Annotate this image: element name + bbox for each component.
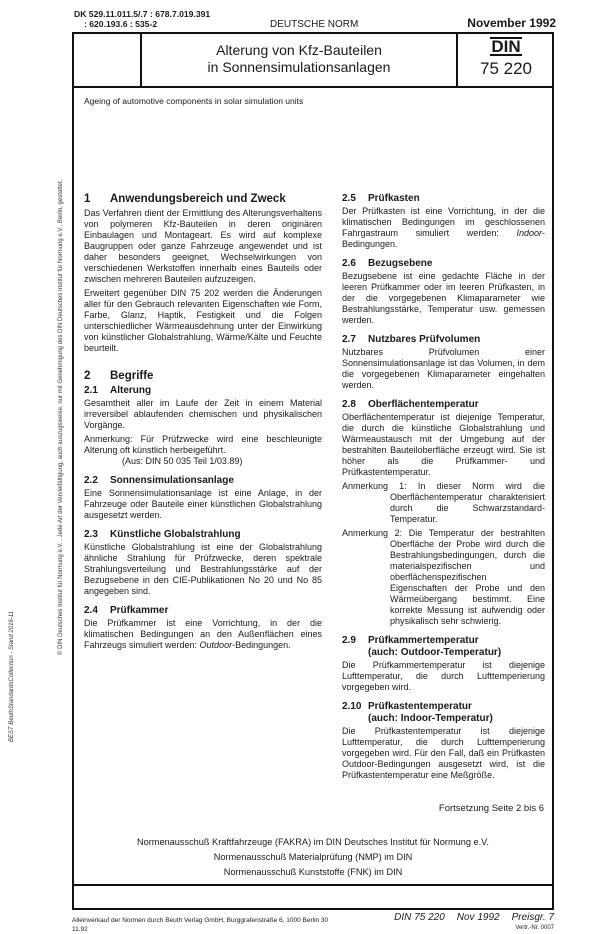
section-2-6 — [342, 258, 545, 326]
title-line-2: in Sonnensimulationsanlagen — [207, 59, 391, 75]
paragraph: Das Verfahren dient der Ermittlung des Alterungsverhaltens von polymeren Kfz-Bauteilen in deren originären Einbaulagen und Montageart. Es wird auf komplexe Baugruppen oder ganze Fahrzeuge angewendet und ist daher besonders geeignet, Wechselwirkungen von verschiedenen Werkstoffen innerhalb eines Bauteils oder zwischen mehreren Bauteilen aufzuzeigen. — [84, 208, 322, 284]
section-title: Nutzbares Prüfvolumen — [368, 334, 481, 345]
section-title: Prüfkastentemperatur — [368, 701, 472, 712]
publication-date: November 1992 — [467, 16, 556, 30]
title-line-1: Alterung von Kfz-Bauteilen — [216, 42, 382, 58]
committees — [74, 835, 552, 884]
din-logo: DIN — [491, 37, 521, 56]
paragraph-text-end: -Bedingungen. — [342, 228, 545, 249]
footer-date: Nov 1992 — [456, 912, 500, 923]
distribution-number: Vertr.-Nr. 0007 — [515, 925, 554, 931]
document-title — [142, 34, 456, 86]
section-1 — [84, 193, 322, 354]
section-number: 2.5 — [342, 193, 356, 204]
paragraph: Die Prüfkastentemperatur ist diejenige Lufttemperatur, die durch Lufttemperierung vorgegeben wird. Für den Fall, daß ein Prüfkasten Outdoor-Bedingungen ausgesetzt wird, ist die Prüfkastentemperatur eine Meßgröße. — [342, 726, 545, 780]
paragraph: Gesamtheit aller im Laufe der Zeit in einem Material irreversibel ablaufenden chemischen und physikalischen Vorgänge. — [84, 398, 322, 430]
english-title: Ageing of automotive components in solar simulation units — [84, 96, 304, 106]
section-number: 2.6 — [342, 258, 356, 269]
section-2-2 — [84, 475, 322, 521]
paragraph-text: Der Prüfkasten ist eine Vorrichtung, in der die klimatischen Bedingungen im geschlossenen Fahrgastraum simuliert werden: — [342, 206, 545, 238]
note-2: Anmerkung 2: Die Temperatur der bestrahlten Oberfläche der Probe wird durch die Bestrahlungsbedingungen, durch die materialspezifischen und oberflächenspezifischen Eigenschaften der Probe und den Wärmeübergang bestimmt. Eine korrekte Messung ist aufwendig oder physikalisch sehr schwierig. — [342, 528, 545, 626]
paragraph — [84, 618, 322, 651]
section-title: Prüfkammer — [110, 605, 169, 616]
copyright-notice: © DIN Deutsches Institut für Normung e.V. . Jede Art der Vervielfältigung, auch auszugsweise, nur mit Genehmigung des DIN Deutsches Institut für Normung e.V., Berlin, gestattet. — [58, 179, 64, 655]
section-2-heading — [84, 370, 322, 383]
committee-line: Normenausschuß Materialprüfung (NMP) im DIN — [213, 852, 413, 862]
section-title: Anwendungsbereich und Zweck — [110, 193, 286, 205]
section-number: 1 — [84, 193, 91, 205]
section-title: Begriffe — [110, 370, 154, 382]
left-column — [84, 193, 322, 789]
section-2-8 — [342, 399, 545, 627]
din-number-cell — [456, 34, 554, 86]
paragraph: Oberflächentemperatur ist diejenige Temperatur, die durch die künstliche Globalstrahlung und Wärmeaustausch mit der Umgebung auf der bestrahlten Bauteiloberfläche erzeugt wird. Sie ist höher als die Prüfkammer- und Prüfkastentemperatur. — [342, 412, 545, 477]
paragraph-italic: Outdoor — [199, 640, 233, 650]
section-2-7 — [342, 334, 545, 391]
section-number: 2.7 — [342, 334, 356, 345]
footer — [72, 912, 554, 934]
section-number: 2.3 — [84, 529, 98, 540]
collection-stamp: BEST BeuthStandardsCollection - Stand 2016-11 — [9, 611, 15, 742]
paragraph: Erweitert gegenüber DIN 75 202 werden die Änderungen aller für den Gebrauch relevanten Eigenschaften wie Form, Farbe, Glanz, Haptik, Festigkeit und die Folgen unterschiedlicher Wärmeausdehnung unter der Einwirkung von künstlicher Globalstrahlung, Wärme/Kälte und Feuchte beurteilt. — [84, 288, 322, 353]
section-title: Sonnensimulationsanlage — [110, 475, 234, 486]
title-row — [74, 34, 552, 88]
paragraph: Nutzbares Prüfvolumen einer Sonnensimulationsanlage ist das Volumen, in dem die vorgegebenen Klimaparameter eingehalten werden. — [342, 347, 545, 390]
note-source: (Aus: DIN 50 035 Teil 1/03.89) — [122, 456, 243, 466]
section-subtitle: (auch: Outdoor-Temperatur) — [368, 647, 502, 658]
section-2-1 — [84, 385, 322, 467]
page-body — [72, 32, 554, 934]
section-number: 2.10 — [342, 701, 362, 712]
section-subtitle: (auch: Indoor-Temperatur) — [368, 713, 493, 724]
footer-sales — [72, 912, 328, 934]
paragraph-text-end: -Bedingungen. — [232, 640, 291, 650]
section-title: Alterung — [110, 385, 152, 396]
section-2-3 — [84, 529, 322, 597]
section-2-10 — [342, 701, 545, 781]
note-text: Für Prüfzwecke wird eine beschleunigte Alterung oft künstlich herbeigeführt. — [84, 434, 322, 455]
title-blank-cell — [74, 34, 142, 86]
section-title: Künstliche Globalstrahlung — [110, 529, 241, 540]
section-title: Prüfkammertemperatur — [368, 635, 479, 646]
dk-classification — [74, 9, 210, 29]
print-code: 11.92 — [72, 926, 88, 933]
din-number: 75 220 — [480, 59, 532, 78]
section-number: 2.9 — [342, 635, 356, 646]
norm-label: DEUTSCHE NORM — [270, 19, 359, 30]
note-label: Anmerkung: — [84, 434, 133, 444]
paragraph: Eine Sonnensimulationsanlage ist eine Anlage, in der Fahrzeuge oder Bauteile einer künstlichen Globalstrahlung ausgesetzt werden. — [84, 488, 322, 520]
paragraph — [342, 206, 545, 250]
committee-line: Normenausschuß Kunststoffe (FNK) im DIN — [223, 867, 403, 877]
footer-doc-number: DIN 75 220 — [394, 912, 445, 923]
spacer — [74, 815, 552, 835]
section-title: Bezugsebene — [368, 258, 433, 269]
right-column — [342, 193, 545, 789]
document-frame — [72, 32, 554, 910]
footer-price-group: Preisgr. 7 — [511, 912, 554, 923]
footer-doc-info — [394, 912, 554, 924]
paragraph: Bezugsebene ist eine gedachte Fläche in der leeren Prüfkammer oder im leeren Prüfkasten, in der die vorgegebenen Klimaparameter wie Bestrahlungsstärke, Temperatur usw. gemessen werden. — [342, 271, 545, 325]
section-number: 2.8 — [342, 399, 356, 410]
paragraph: Künstliche Globalstrahlung ist eine der Globalstrahlung ähnliche Strahlung für Prüfzwecke, deren spektrale Strahlungsverteilung und Bestrahlungsstärke auf der Bezugsebene in den CIE-Publikationen No 20 und No 85 angegeben sind. — [84, 542, 322, 596]
section-2-5 — [342, 193, 545, 250]
section-2-9 — [342, 635, 545, 693]
section-number: 2.1 — [84, 385, 98, 396]
dk-line-2: : 620.193.6 : 535-2 — [84, 19, 158, 29]
section-2-4 — [84, 605, 322, 651]
footer-right — [394, 912, 554, 932]
section-number: 2.2 — [84, 475, 98, 486]
dk-line-1: DK 529.11.011.5/.7 : 678.7.019.391 — [74, 9, 211, 19]
continuation-note: Fortsetzung Seite 2 bis 6 — [438, 803, 544, 814]
paragraph-text: Die Prüfkammer ist eine Vorrichtung, in der die klimatischen Bedingungen an den Außenflächen eines Fahrzeugs simuliert werden: — [84, 618, 322, 650]
text-columns — [84, 193, 545, 789]
section-number: 2.4 — [84, 605, 98, 616]
committee-line: Normenausschuß Kraftfahrzeuge (FAKRA) im DIN Deutsches Institut für Normung e.V. — [137, 837, 489, 847]
paragraph: Die Prüfkammertemperatur ist diejenige Lufttemperatur, die durch Lufttemperierung vorgegeben wird. — [342, 660, 545, 692]
paragraph-italic: Indoor — [516, 228, 542, 238]
sales-notice: Alleinverkauf der Normen durch Beuth Verlag GmbH, Burggrafenstraße 6, 1000 Berlin 30 — [72, 917, 329, 924]
empty-bottom-box — [74, 886, 552, 908]
section-title: Oberflächentemperatur — [368, 399, 479, 410]
note-1: Anmerkung 1: In dieser Norm wird die Oberflächentemperatur charakterisiert durch die Schwarzstandard-Temperatur. — [342, 481, 545, 524]
section-number: 2 — [84, 370, 91, 382]
note — [84, 434, 322, 467]
section-title: Prüfkasten — [368, 193, 420, 204]
